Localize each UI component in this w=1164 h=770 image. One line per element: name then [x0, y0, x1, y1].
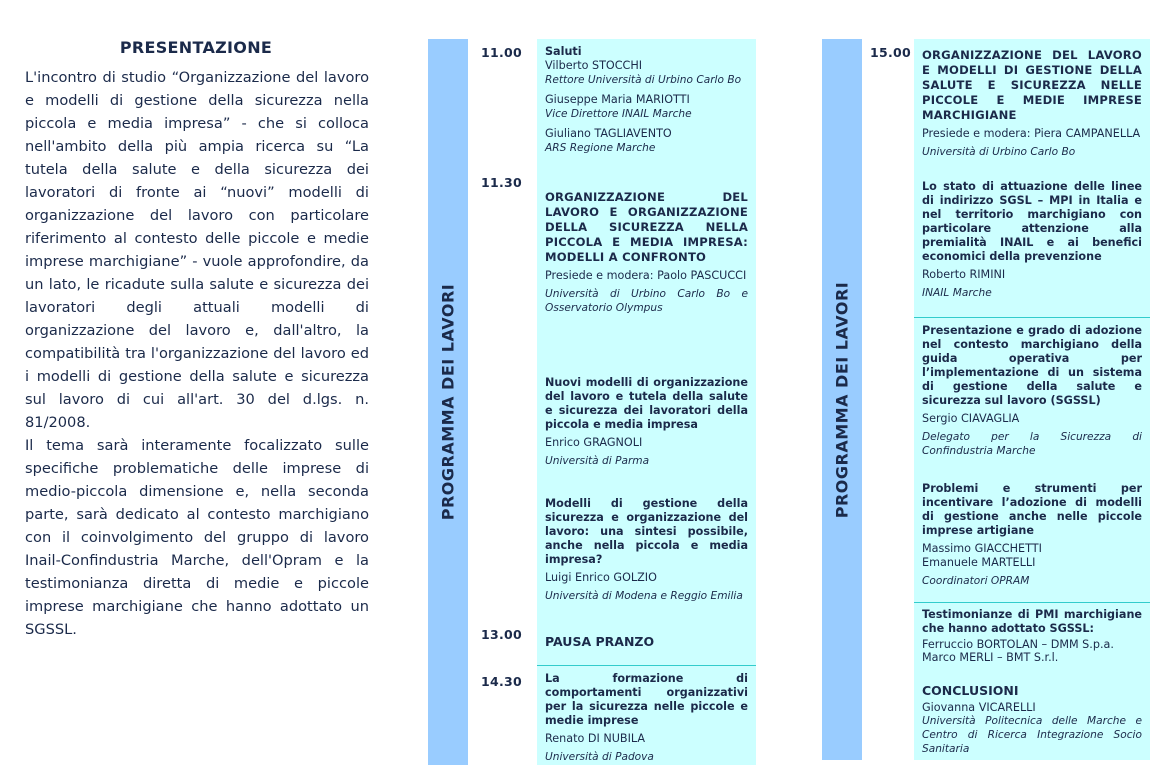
talk-block [922, 180, 1142, 300]
session-1-title: ORGANIZZAZIONE DEL LAVORO E ORGANIZZAZIONE DELLA SICUREZZA NELLA PICCOLA E MEDIA IMPRESA: MODELLI A CONFRONTO [545, 190, 748, 264]
saluti-block [545, 45, 748, 155]
session-2-block [922, 48, 1142, 159]
testimonials-title: Testimonianze di PMI marchigiane che hanno adottato SGSSL: [922, 608, 1142, 635]
separator [914, 602, 1150, 603]
talk-affiliation: Università di Parma [545, 455, 650, 467]
talk-block [922, 324, 1142, 458]
talk-speaker: Sergio CIAVAGLIA [922, 412, 1020, 425]
talk-title: Lo stato di attuazione delle linee di indirizzo SGSL – MPI in Italia e nel territorio marchigiano con particolare attenzione alla premialità INAIL e ai benefici economici della prevenzione [922, 180, 1142, 263]
program-sidebar-label: PROGRAMMA DEI LAVORI [832, 281, 852, 518]
talk-title: La formazione di comportamenti organizzativi per la sicurezza nelle piccole e medie imprese [545, 672, 748, 727]
talk-speaker: Renato DI NUBILA [545, 732, 646, 745]
speaker-name: Giuliano TAGLIAVENTO [545, 127, 672, 140]
talk-block [545, 672, 748, 764]
program-sidebar-2 [822, 39, 862, 760]
testimonial-company: Ferruccio BORTOLAN – DMM S.p.a. [922, 638, 1114, 651]
talk-speaker: Enrico GRAGNOLI [545, 436, 643, 449]
talk-speaker: Roberto RIMINI [922, 268, 1006, 281]
testimonials-block [922, 608, 1142, 664]
time-1130: 11.30 [481, 175, 523, 190]
talk-block [545, 497, 748, 603]
talk-affiliation: Coordinatori OPRAM [922, 575, 1030, 587]
talk-affiliation: Università di Padova [545, 751, 654, 763]
speaker-name: Vilberto STOCCHI [545, 59, 643, 72]
speaker-role: Vice Direttore INAIL Marche [545, 108, 692, 120]
presentation-paragraph-1: L'incontro di studio “Organizzazione del lavoro e modelli di gestione della sicurezza nella piccola e media impresa” - che si colloca nell'ambito della più ampia ricerca su “La tutela della salute e della sicurezza dei lavoratori di fronte ai “nuovi” modelli di organizzazione del lavoro con particolare riferimento al contesto delle piccole e medie imprese marchigiane” - vuole approfondire, da un lato, le ricadute sulla salute e sicurezza dei lavoratori degli attuali modelli di organizzazione del lavoro e, dall'altro, la compatibilità tra l'organizzazione del lavoro ed i modelli di gestione della salute e sicurezza sul lavoro di cui all'art. 30 del d.lgs. n. 81/2008. [25, 69, 369, 431]
speaker-role: ARS Regione Marche [545, 142, 656, 154]
session-2-title: ORGANIZZAZIONE DEL LAVORO E MODELLI DI GESTIONE DELLA SALUTE E SICUREZZA NELLE PICCOLE E MEDIE IMPRESE MARCHIGIANE [922, 48, 1142, 122]
talk-title: Modelli di gestione della sicurezza e organizzazione del lavoro: una sintesi possibile, anche nella piccola e media impresa? [545, 497, 748, 566]
speaker-name: Giuseppe Maria MARIOTTI [545, 93, 690, 106]
talk-speaker: Massimo GIACCHETTI [922, 542, 1042, 555]
separator [914, 317, 1150, 318]
program-sidebar-label: PROGRAMMA DEI LAVORI [438, 283, 458, 521]
session-1-chair-affiliation: Università di Urbino Carlo Bo e Osservatorio Olympus [545, 288, 748, 314]
presentation-title: PRESENTAZIONE [119, 38, 273, 57]
talk-affiliation: Università di Modena e Reggio Emilia [545, 590, 743, 602]
talk-block [545, 376, 748, 468]
separator [537, 665, 756, 666]
testimonial-company: Marco MERLI – BMT S.r.l. [922, 651, 1059, 664]
lunch-break: PAUSA PRANZO [545, 634, 655, 649]
conclusions-block [922, 684, 1142, 756]
talk-speaker: Emanuele MARTELLI [922, 556, 1036, 569]
session-2-chair: Presiede e modera: Piera CAMPANELLA [922, 127, 1141, 140]
talk-title: Nuovi modelli di organizzazione del lavoro e tutela della salute e sicurezza dei lavoratori della piccola e media impresa [545, 376, 748, 431]
talk-title: Presentazione e grado di adozione nel contesto marchigiano della guida operativa per l’implementazione di un sistema di gestione della salute e sicurezza sul lavoro (SGSSL) [922, 324, 1142, 407]
time-1100: 11.00 [481, 45, 523, 60]
program-box-afternoon [914, 39, 1150, 760]
time-1500: 15.00 [870, 45, 912, 60]
talk-title: Problemi e strumenti per incentivare l’adozione di modelli di gestione anche nelle piccole imprese artigiane [922, 482, 1142, 537]
presentation-paragraph-2: Il tema sarà interamente focalizzato sulle specifiche problematiche delle imprese di medio-piccola dimensione e, nella seconda parte, sarà dedicato al contesto marchigiano con il coinvolgimento del gruppo di lavoro Inail-Confindustria Marche, dell'Opram e la testimonianza diretta di medie e piccole imprese marchigiane che hanno adottato un SGSSL. [25, 437, 369, 638]
talk-affiliation: INAIL Marche [922, 287, 992, 299]
talk-block [922, 482, 1142, 588]
program-sidebar-1 [428, 39, 468, 765]
talk-speaker: Luigi Enrico GOLZIO [545, 571, 657, 584]
saluti-title: Saluti [545, 45, 582, 58]
talk-affiliation: Delegato per la Sicurezza di Confindustria Marche [922, 431, 1142, 457]
conclusions-affiliation: Università Politecnica delle Marche e Centro di Ricerca Integrazione Socio Sanitaria [922, 715, 1142, 755]
session-1-block [545, 190, 748, 315]
time-1430: 14.30 [481, 674, 523, 689]
session-1-chair: Presiede e modera: Paolo PASCUCCI [545, 269, 747, 282]
conclusions-title: CONCLUSIONI [922, 683, 1019, 698]
program-box-morning [537, 39, 756, 765]
presentation-text [25, 66, 369, 641]
session-2-chair-affiliation: Università di Urbino Carlo Bo [922, 146, 1076, 158]
conclusions-speaker: Giovanna VICARELLI [922, 701, 1036, 714]
speaker-role: Rettore Università di Urbino Carlo Bo [545, 74, 742, 86]
time-1300: 13.00 [481, 627, 523, 642]
